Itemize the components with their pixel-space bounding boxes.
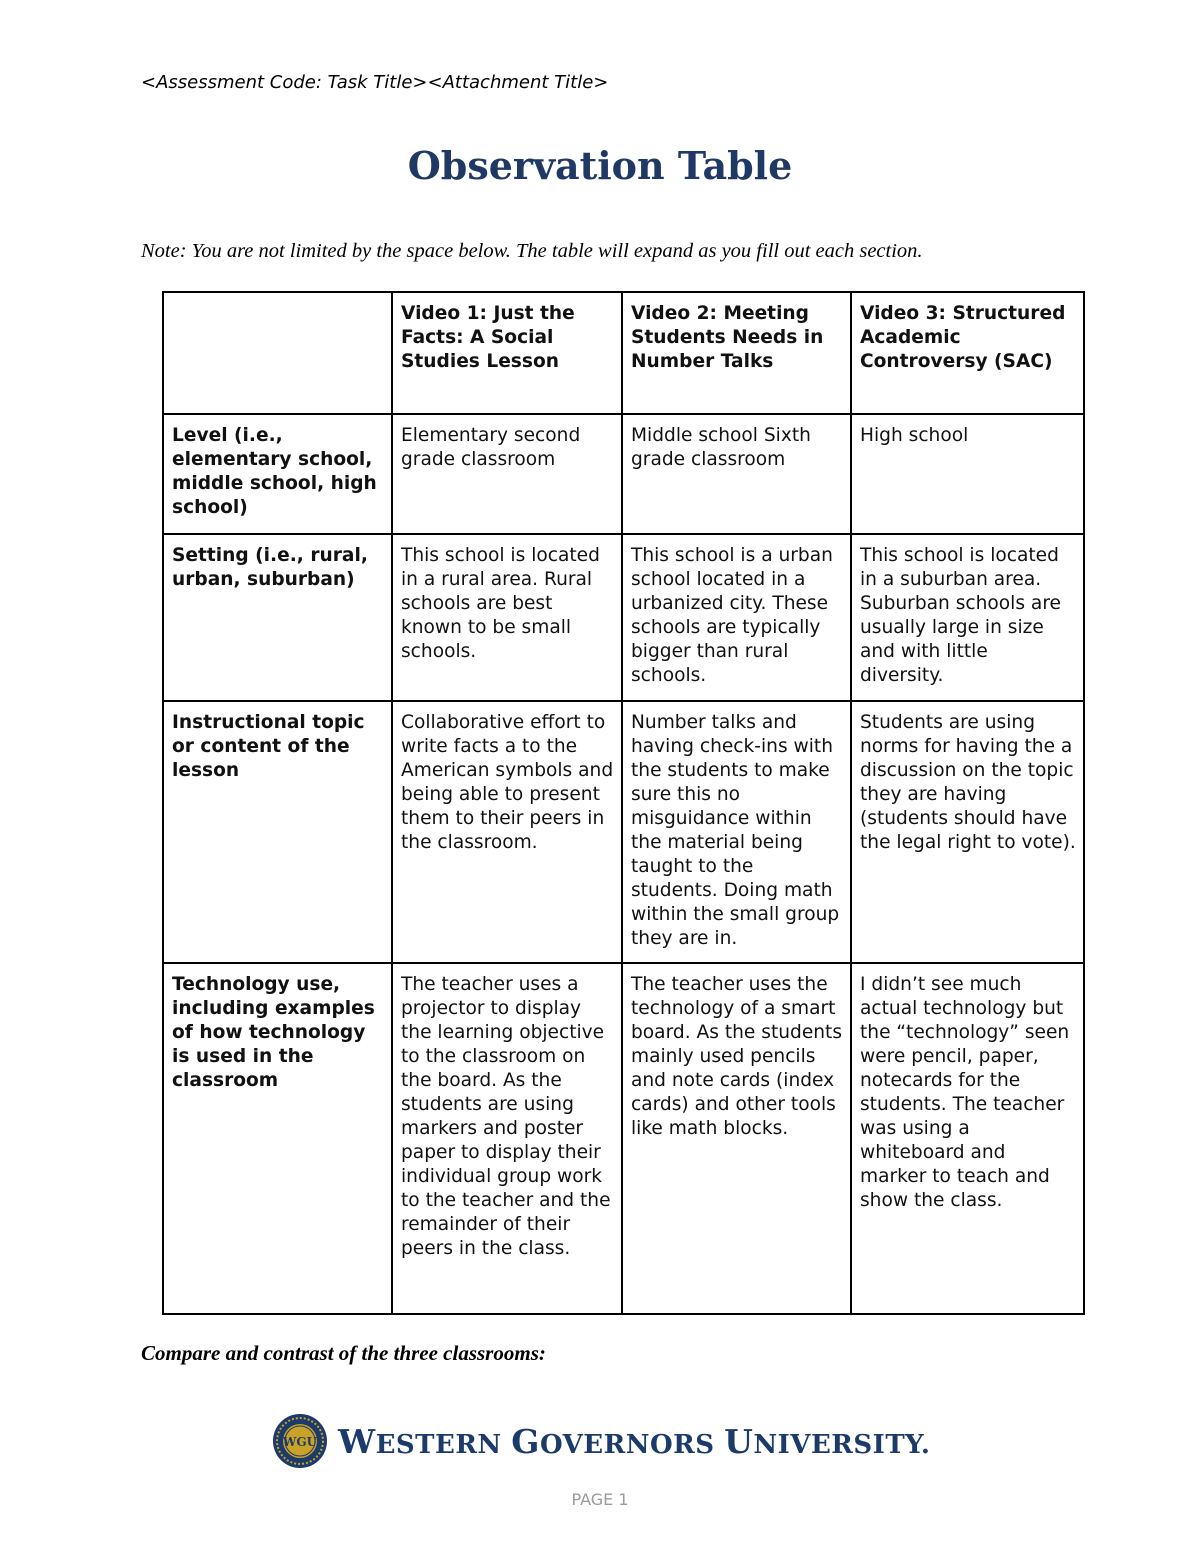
table-cell: The teacher uses a projector to display the learning objective to the classroom on the board. As the students are using markers and poster paper to display their individual group work to the teacher and the remainder of their peers in the class. — [392, 963, 622, 1314]
table-cell: Number talks and having check-ins with the students to make sure this no misguidance within the material being taught to the students. Doing math within the small group they are in. — [622, 701, 851, 963]
table-row — [163, 701, 1084, 963]
row-label-setting: Setting (i.e., rural, urban, suburban) — [163, 534, 392, 701]
wordmark-part: U — [724, 1421, 754, 1461]
page-header — [141, 72, 608, 93]
wordmark-part: W — [338, 1421, 376, 1461]
header-cell-empty — [163, 292, 392, 414]
wordmark-part: G — [511, 1421, 540, 1461]
table-cell: Elementary second grade classroom — [392, 414, 622, 534]
table-cell: The teacher uses the technology of a smart board. As the students mainly used pencils and note cards (index cards) and other tools like math blocks. — [622, 963, 851, 1314]
table-cell: I didn’t see much actual technology but the “technology” seen were pencil, paper, notecards for the students. The teacher was using a whiteboard and marker to teach and show the class. — [851, 963, 1084, 1314]
row-label-instructional-topic: Instructional topic or content of the lesson — [163, 701, 392, 963]
table-cell: This school is located in a rural area. Rural schools are best known to be small schools. — [392, 534, 622, 701]
header-cell-video-2: Video 2: Meeting Students Needs in Number Talks — [622, 292, 851, 414]
table-row — [163, 963, 1084, 1314]
table-row — [163, 414, 1084, 534]
page-number: PAGE 1 — [571, 1490, 629, 1509]
university-logo — [272, 1411, 930, 1471]
table-row — [163, 534, 1084, 701]
instruction-note: Note: You are not limited by the space below. The table will expand as you fill out each section. — [141, 240, 923, 262]
wordmark-part: . — [920, 1429, 931, 1460]
table-header-row — [163, 292, 1084, 414]
table-cell: This school is a urban school located in a urbanized city. These schools are typically bigger than rural schools. — [622, 534, 851, 701]
wordmark-part: NIVERSITY — [753, 1429, 921, 1460]
university-seal-icon — [272, 1413, 328, 1469]
compare-contrast-heading: Compare and contrast of the three classrooms: — [141, 1341, 546, 1365]
header-cell-video-3: Video 3: Structured Academic Controversy (SAC) — [851, 292, 1084, 414]
row-label-technology-use: Technology use, including examples of how technology is used in the classroom — [163, 963, 392, 1314]
table-cell: Collaborative effort to write facts a to the American symbols and being able to present them to their peers in the classroom. — [392, 701, 622, 963]
row-label-level: Level (i.e., elementary school, middle school, high school) — [163, 414, 392, 534]
wordmark-part: OVERNORS — [539, 1429, 725, 1460]
wordmark-part: ESTERN — [375, 1429, 512, 1460]
table-cell: Students are using norms for having the a discussion on the topic they are having (students should have the legal right to vote). — [851, 701, 1084, 963]
table-cell: Middle school Sixth grade classroom — [622, 414, 851, 534]
header-cell-video-1: Video 1: Just the Facts: A Social Studies Lesson — [392, 292, 622, 414]
page-title: Observation Table — [407, 143, 793, 188]
seal-lettering: WGU — [282, 1435, 318, 1449]
header-text: <Assessment Code: Task Title><Attachment Title> — [141, 72, 609, 93]
table-cell: High school — [851, 414, 1084, 534]
university-wordmark — [338, 1422, 930, 1461]
table-cell: This school is located in a suburban area. Suburban schools are usually large in size and with little diversity. — [851, 534, 1084, 701]
observation-table — [162, 291, 1085, 1315]
